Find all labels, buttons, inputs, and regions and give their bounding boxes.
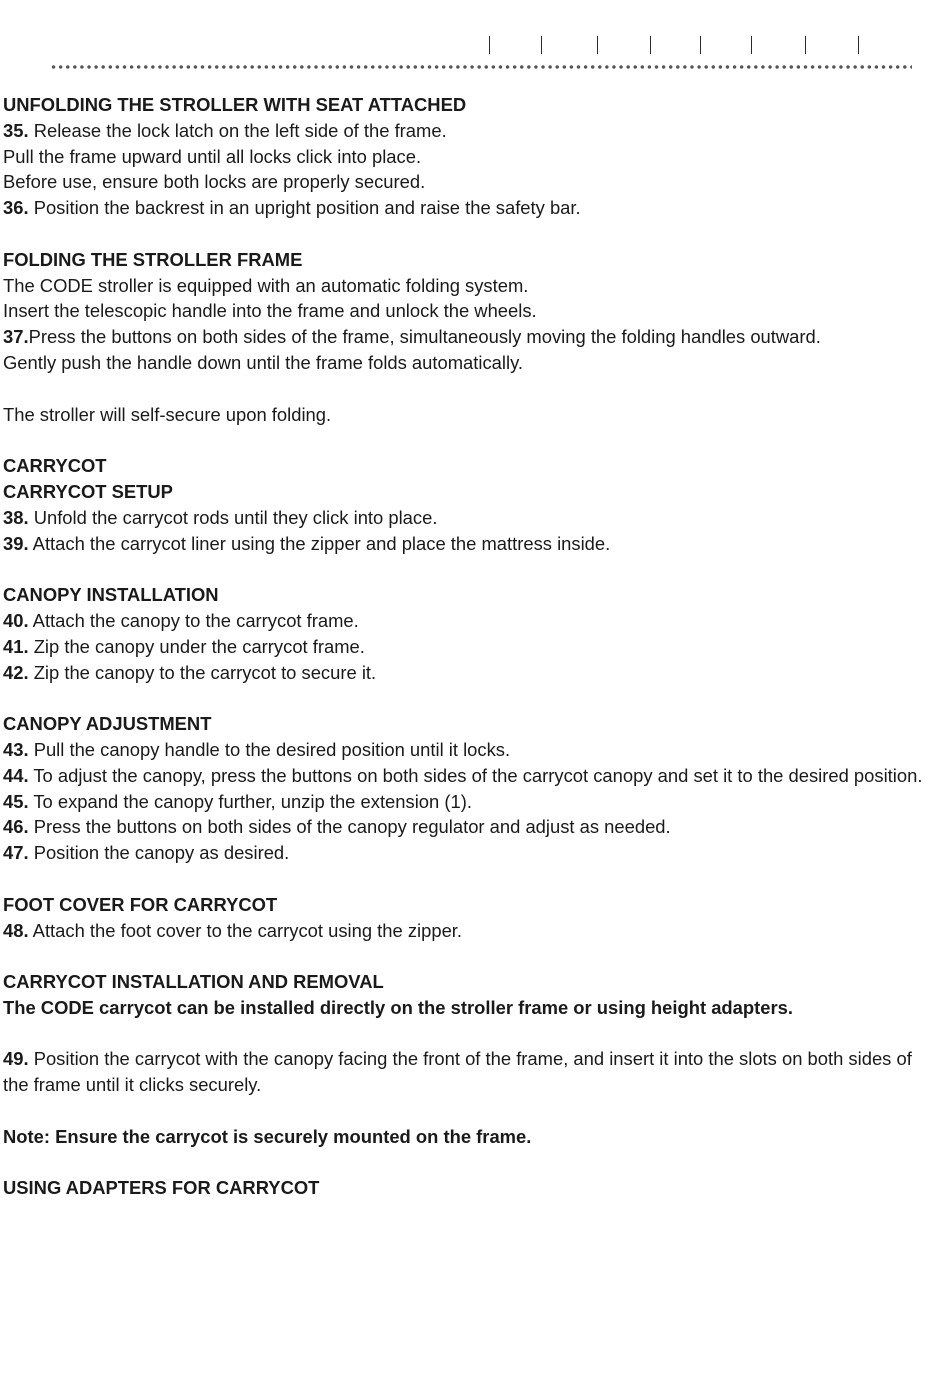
section-heading-canopy-installation: CANOPY INSTALLATION	[3, 584, 219, 606]
step-text: Press the buttons on both sides of the canopy regulator and adjust as needed.	[28, 816, 671, 838]
spacer	[3, 866, 923, 892]
tick-mark	[650, 36, 651, 54]
step-number: 40.	[3, 609, 29, 631]
step-41	[3, 634, 923, 660]
instruction-line: The CODE stroller is equipped with an automatic folding system.	[3, 274, 529, 296]
step-number: 41.	[3, 635, 29, 657]
spacer	[3, 427, 923, 453]
step-number: 38.	[3, 506, 29, 528]
step-number: 39.	[3, 532, 29, 554]
step-number: 43.	[3, 738, 29, 760]
tick-mark	[597, 36, 598, 54]
step-39	[3, 531, 923, 557]
step-38	[3, 505, 923, 531]
instruction-line: Gently push the handle down until the frame folds automatically.	[3, 351, 524, 373]
tick-mark	[805, 36, 806, 54]
step-text: To expand the canopy further, unzip the extension (1).	[28, 790, 472, 812]
step-text: Zip the canopy under the carrycot frame.	[28, 635, 365, 657]
spacer	[3, 1098, 923, 1124]
step-number: 45.	[3, 790, 29, 812]
step-46	[3, 814, 923, 840]
step-40	[3, 608, 923, 634]
step-45	[3, 789, 923, 815]
section-heading-folding: FOLDING THE STROLLER FRAME	[3, 248, 303, 270]
tick-mark	[858, 36, 859, 54]
step-number: 49.	[3, 1048, 29, 1070]
page-header-decoration	[0, 0, 950, 80]
instruction-line: Pull the frame upward until all locks click into place.	[3, 145, 422, 167]
bold-statement: The CODE carrycot can be installed directly on the stroller frame or using height adapters.	[3, 996, 793, 1018]
section-heading-canopy-adjustment: CANOPY ADJUSTMENT	[3, 713, 212, 735]
step-44	[3, 763, 923, 789]
step-49	[3, 1046, 923, 1098]
step-47	[3, 840, 923, 866]
section-heading-unfolding: UNFOLDING THE STROLLER WITH SEAT ATTACHED	[3, 94, 467, 115]
section-heading-adapters: USING ADAPTERS FOR CARRYCOT	[3, 1177, 320, 1199]
step-number: 44.	[3, 764, 29, 786]
step-number: 42.	[3, 661, 29, 683]
tick-mark	[700, 36, 701, 54]
step-text: Unfold the carrycot rods until they click into place.	[28, 506, 438, 528]
instruction-line: Insert the telescopic handle into the frame and unlock the wheels.	[3, 300, 537, 322]
step-text: Position the carrycot with the canopy facing the front of the frame, and insert it into the slots on both sides of the frame until it clicks securely.	[3, 1048, 912, 1096]
section-heading-installation-removal: CARRYCOT INSTALLATION AND REMOVAL	[3, 971, 384, 993]
spacer	[3, 221, 923, 247]
instruction-line: The stroller will self-secure upon folding.	[3, 403, 332, 425]
step-text: Position the backrest in an upright position and raise the safety bar.	[28, 197, 581, 219]
step-text: Attach the canopy to the carrycot frame.	[28, 609, 359, 631]
step-text: Release the lock latch on the left side of the frame.	[28, 119, 447, 141]
step-text: Attach the foot cover to the carrycot using the zipper.	[28, 919, 463, 941]
step-43	[3, 737, 923, 763]
spacer	[3, 376, 923, 402]
step-number: 36.	[3, 197, 29, 219]
section-heading-carrycot: CARRYCOT	[3, 455, 107, 477]
spacer	[3, 685, 923, 711]
step-42	[3, 660, 923, 686]
dotted-divider	[50, 64, 912, 70]
step-number: 37.	[3, 326, 29, 348]
step-text: To adjust the canopy, press the buttons on both sides of the carrycot canopy and set it to the desired position.	[28, 764, 923, 786]
step-36	[3, 195, 923, 221]
spacer	[3, 1150, 923, 1176]
section-heading-foot-cover: FOOT COVER FOR CARRYCOT	[3, 893, 278, 915]
step-text: Press the buttons on both sides of the frame, simultaneously moving the folding handles outward.	[28, 326, 821, 348]
instruction-line: Before use, ensure both locks are properly secured.	[3, 171, 426, 193]
step-number: 35.	[3, 119, 29, 141]
tick-mark	[489, 36, 490, 54]
step-48	[3, 918, 923, 944]
spacer	[3, 943, 923, 969]
step-35	[3, 118, 923, 144]
spacer	[3, 1021, 923, 1047]
subheading-carrycot-setup: CARRYCOT SETUP	[3, 480, 173, 502]
instructions-body	[3, 92, 923, 1201]
step-text: Attach the carrycot liner using the zipper and place the mattress inside.	[28, 532, 611, 554]
step-text: Position the canopy as desired.	[28, 842, 290, 864]
note: Note: Ensure the carrycot is securely mounted on the frame.	[3, 1125, 532, 1147]
tick-mark	[541, 36, 542, 54]
step-number: 47.	[3, 842, 29, 864]
step-37	[3, 324, 923, 350]
step-text: Zip the canopy to the carrycot to secure it.	[28, 661, 377, 683]
step-text: Pull the canopy handle to the desired position until it locks.	[28, 738, 511, 760]
spacer	[3, 556, 923, 582]
step-number: 46.	[3, 816, 29, 838]
step-number: 48.	[3, 919, 29, 941]
tick-mark	[751, 36, 752, 54]
